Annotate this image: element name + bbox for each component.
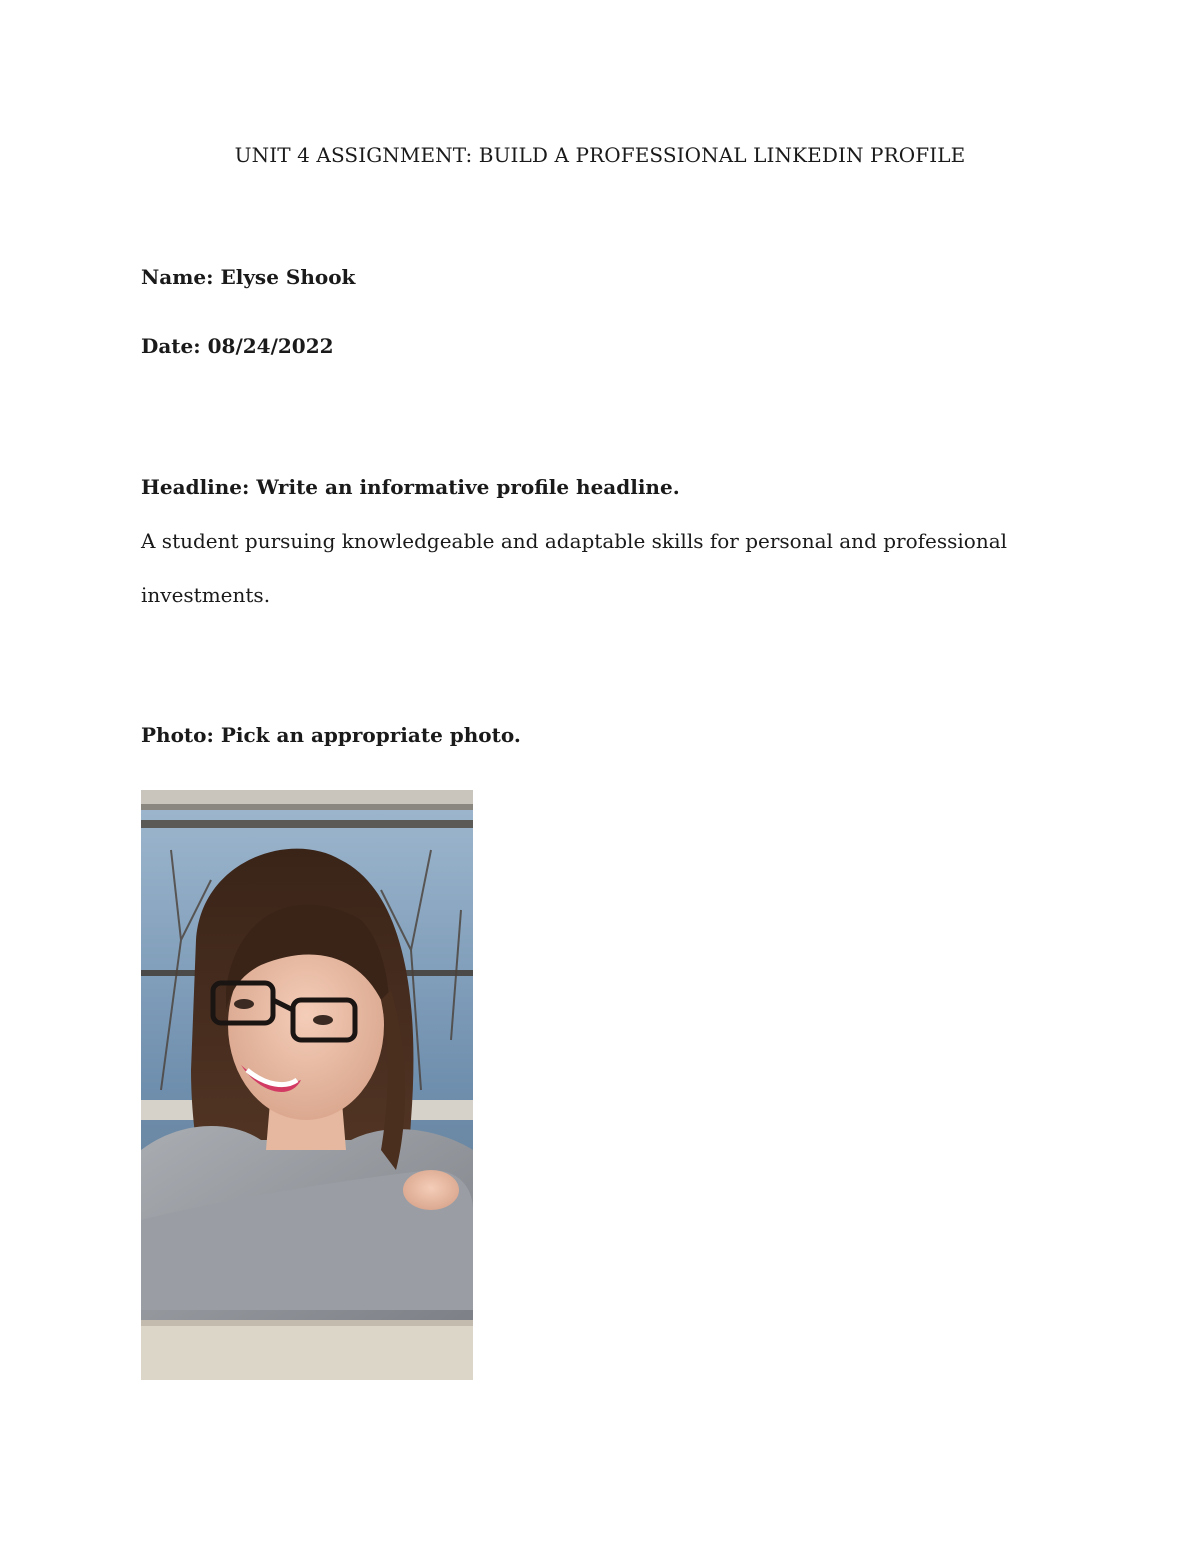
photo-label: Photo: Pick an appropriate photo. [141, 723, 521, 747]
profile-photo [141, 790, 473, 1380]
headline-text-line-1: A student pursuing knowledgeable and adaptable skills for personal and professional [141, 529, 1008, 553]
date-line: Date: 08/24/2022 [141, 334, 334, 358]
headline-label: Headline: Write an informative profile headline. [141, 475, 680, 499]
assignment-title: UNIT 4 ASSIGNMENT: BUILD A PROFESSIONAL LINKEDIN PROFILE [234, 143, 966, 167]
headline-text-line-2: investments. [141, 583, 271, 607]
name-line: Name: Elyse Shook [141, 265, 356, 289]
